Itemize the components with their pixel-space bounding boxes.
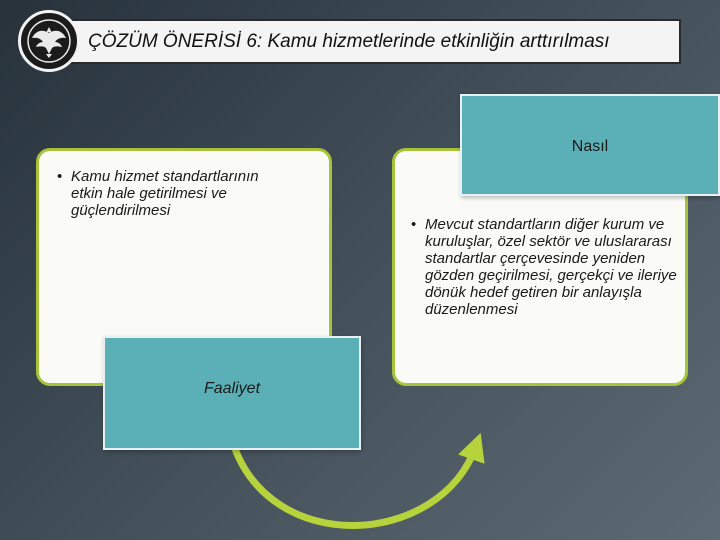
activity-bullet-list bbox=[57, 168, 289, 219]
emblem-eagle-icon bbox=[18, 10, 80, 72]
nasil-label-box bbox=[460, 94, 720, 196]
page-title: ÇÖZÜM ÖNERİSİ 6: Kamu hizmetlerinde etkinliğin arttırılması bbox=[88, 30, 610, 52]
faaliyet-label: Faaliyet bbox=[203, 380, 261, 397]
method-bullet-list bbox=[411, 216, 683, 318]
activity-bullet: • Kamu hizmet standartlarının etkin hale getirilmesi ve güçlendirilmesi bbox=[57, 168, 289, 219]
nasil-label: Nasıl bbox=[571, 138, 609, 155]
title-bar bbox=[66, 19, 681, 64]
faaliyet-label-box bbox=[103, 336, 361, 450]
method-bullet: • Mevcut standartların diğer kurum ve kuruluşlar, özel sektör ve uluslararası standartlar çerçevesinde yeniden gözden geçirilmesi, gerçekçi ve ileriye dönük hedef getiren bir anlayışla düzenlenmesi bbox=[411, 216, 683, 318]
